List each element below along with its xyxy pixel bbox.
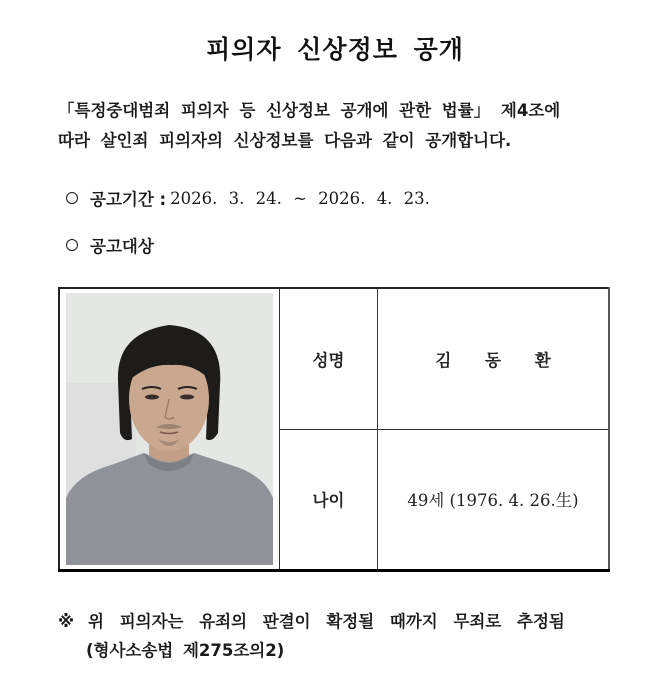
photo-cell: [59, 288, 280, 570]
name-value: 김 동 환: [378, 288, 610, 429]
note-text: 위 피의자는 유죄의 판결이 확정될 때까지 무죄로 추정됨: [88, 612, 565, 631]
intro-line-2: 따라 살인죄 피의자의 신상정보를 다음과 같이 공개합니다.: [58, 131, 512, 150]
notice-period-label: 공고기간 :: [90, 190, 167, 209]
note-legal-reference: (형사소송법 제275조의2): [86, 641, 285, 660]
circle-bullet-icon: [66, 239, 78, 251]
circle-bullet-icon: [66, 192, 78, 204]
suspect-info-table: [58, 287, 610, 572]
intro-paragraph: [58, 96, 618, 156]
suspect-photo: [66, 293, 273, 565]
reference-mark-icon: ※: [58, 612, 75, 631]
portrait-image-icon: [66, 293, 273, 565]
notice-target: [66, 233, 154, 257]
notice-period-value: 2026. 3. 24. ~ 2026. 4. 23.: [170, 188, 430, 208]
age-value: 49세 (1976. 4. 26.生): [378, 429, 610, 570]
name-label: 성명: [280, 288, 378, 429]
page-title: 피의자 신상정보 공개: [206, 35, 464, 64]
presumption-of-innocence-note: [58, 607, 618, 665]
notice-target-label: 공고대상: [90, 237, 154, 256]
intro-line-1: 「특정중대범죄 피의자 등 신상정보 공개에 관한 법률」 제4조에: [58, 101, 561, 120]
table-row-name: [59, 288, 609, 429]
age-label: 나이: [280, 429, 378, 570]
notice-period: [66, 186, 430, 210]
